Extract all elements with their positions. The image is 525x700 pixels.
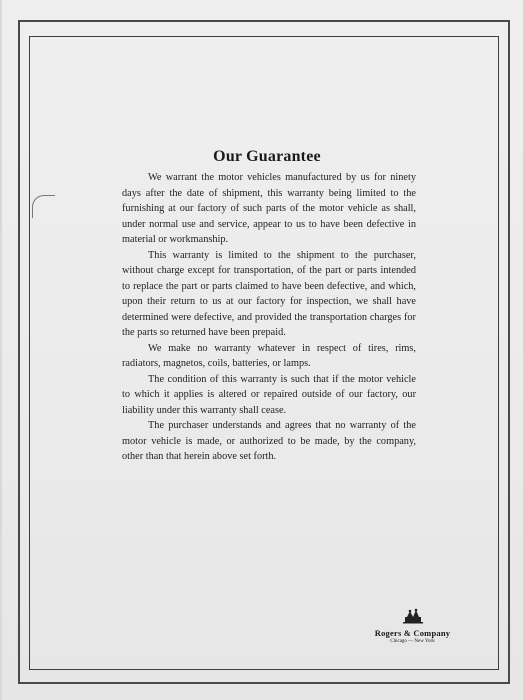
paragraph-4: The condition of this warranty is such that if the motor vehicle to which it applies is altered or repaired outside of our factory, our liability under this warranty shall cease. (122, 373, 416, 416)
rogers-emblem-icon (402, 608, 424, 624)
page-title: Our Guarantee (213, 148, 321, 165)
company-imprint (360, 608, 465, 644)
margin-mark (32, 195, 55, 218)
paragraph-5: The purchaser understands and agrees that no warranty of the motor vehicle is made, or authorized to be made, by the company, other than that herein above set forth. (122, 420, 416, 462)
guarantee-text (122, 170, 416, 465)
company-name: Rogers & Company (374, 628, 451, 638)
paragraph-2: This warranty is limited to the shipment to the purchaser, without charge except for transportation, of the part or parts intended to replace the part or parts claimed to have been defective, and which, upon their return to us at our factory for inspection, we shall have determined were defective, and provided the transportation charges for the parts so returned have been prepaid. (122, 249, 416, 338)
paragraph-3: We make no warranty whatever in respect of tires, rims, radiators, magnetos, coils, batteries, or lamps. (122, 342, 416, 369)
paragraph-1: We warrant the motor vehicles manufactured by us for ninety days after the date of shipment, this warranty being limited to the furnishing at our factory of such parts of the motor vehicle as shall, under normal use and service, appear to us to have been defective in material or workmanship. (122, 172, 416, 245)
company-locations: Chicago — New York (390, 639, 435, 644)
